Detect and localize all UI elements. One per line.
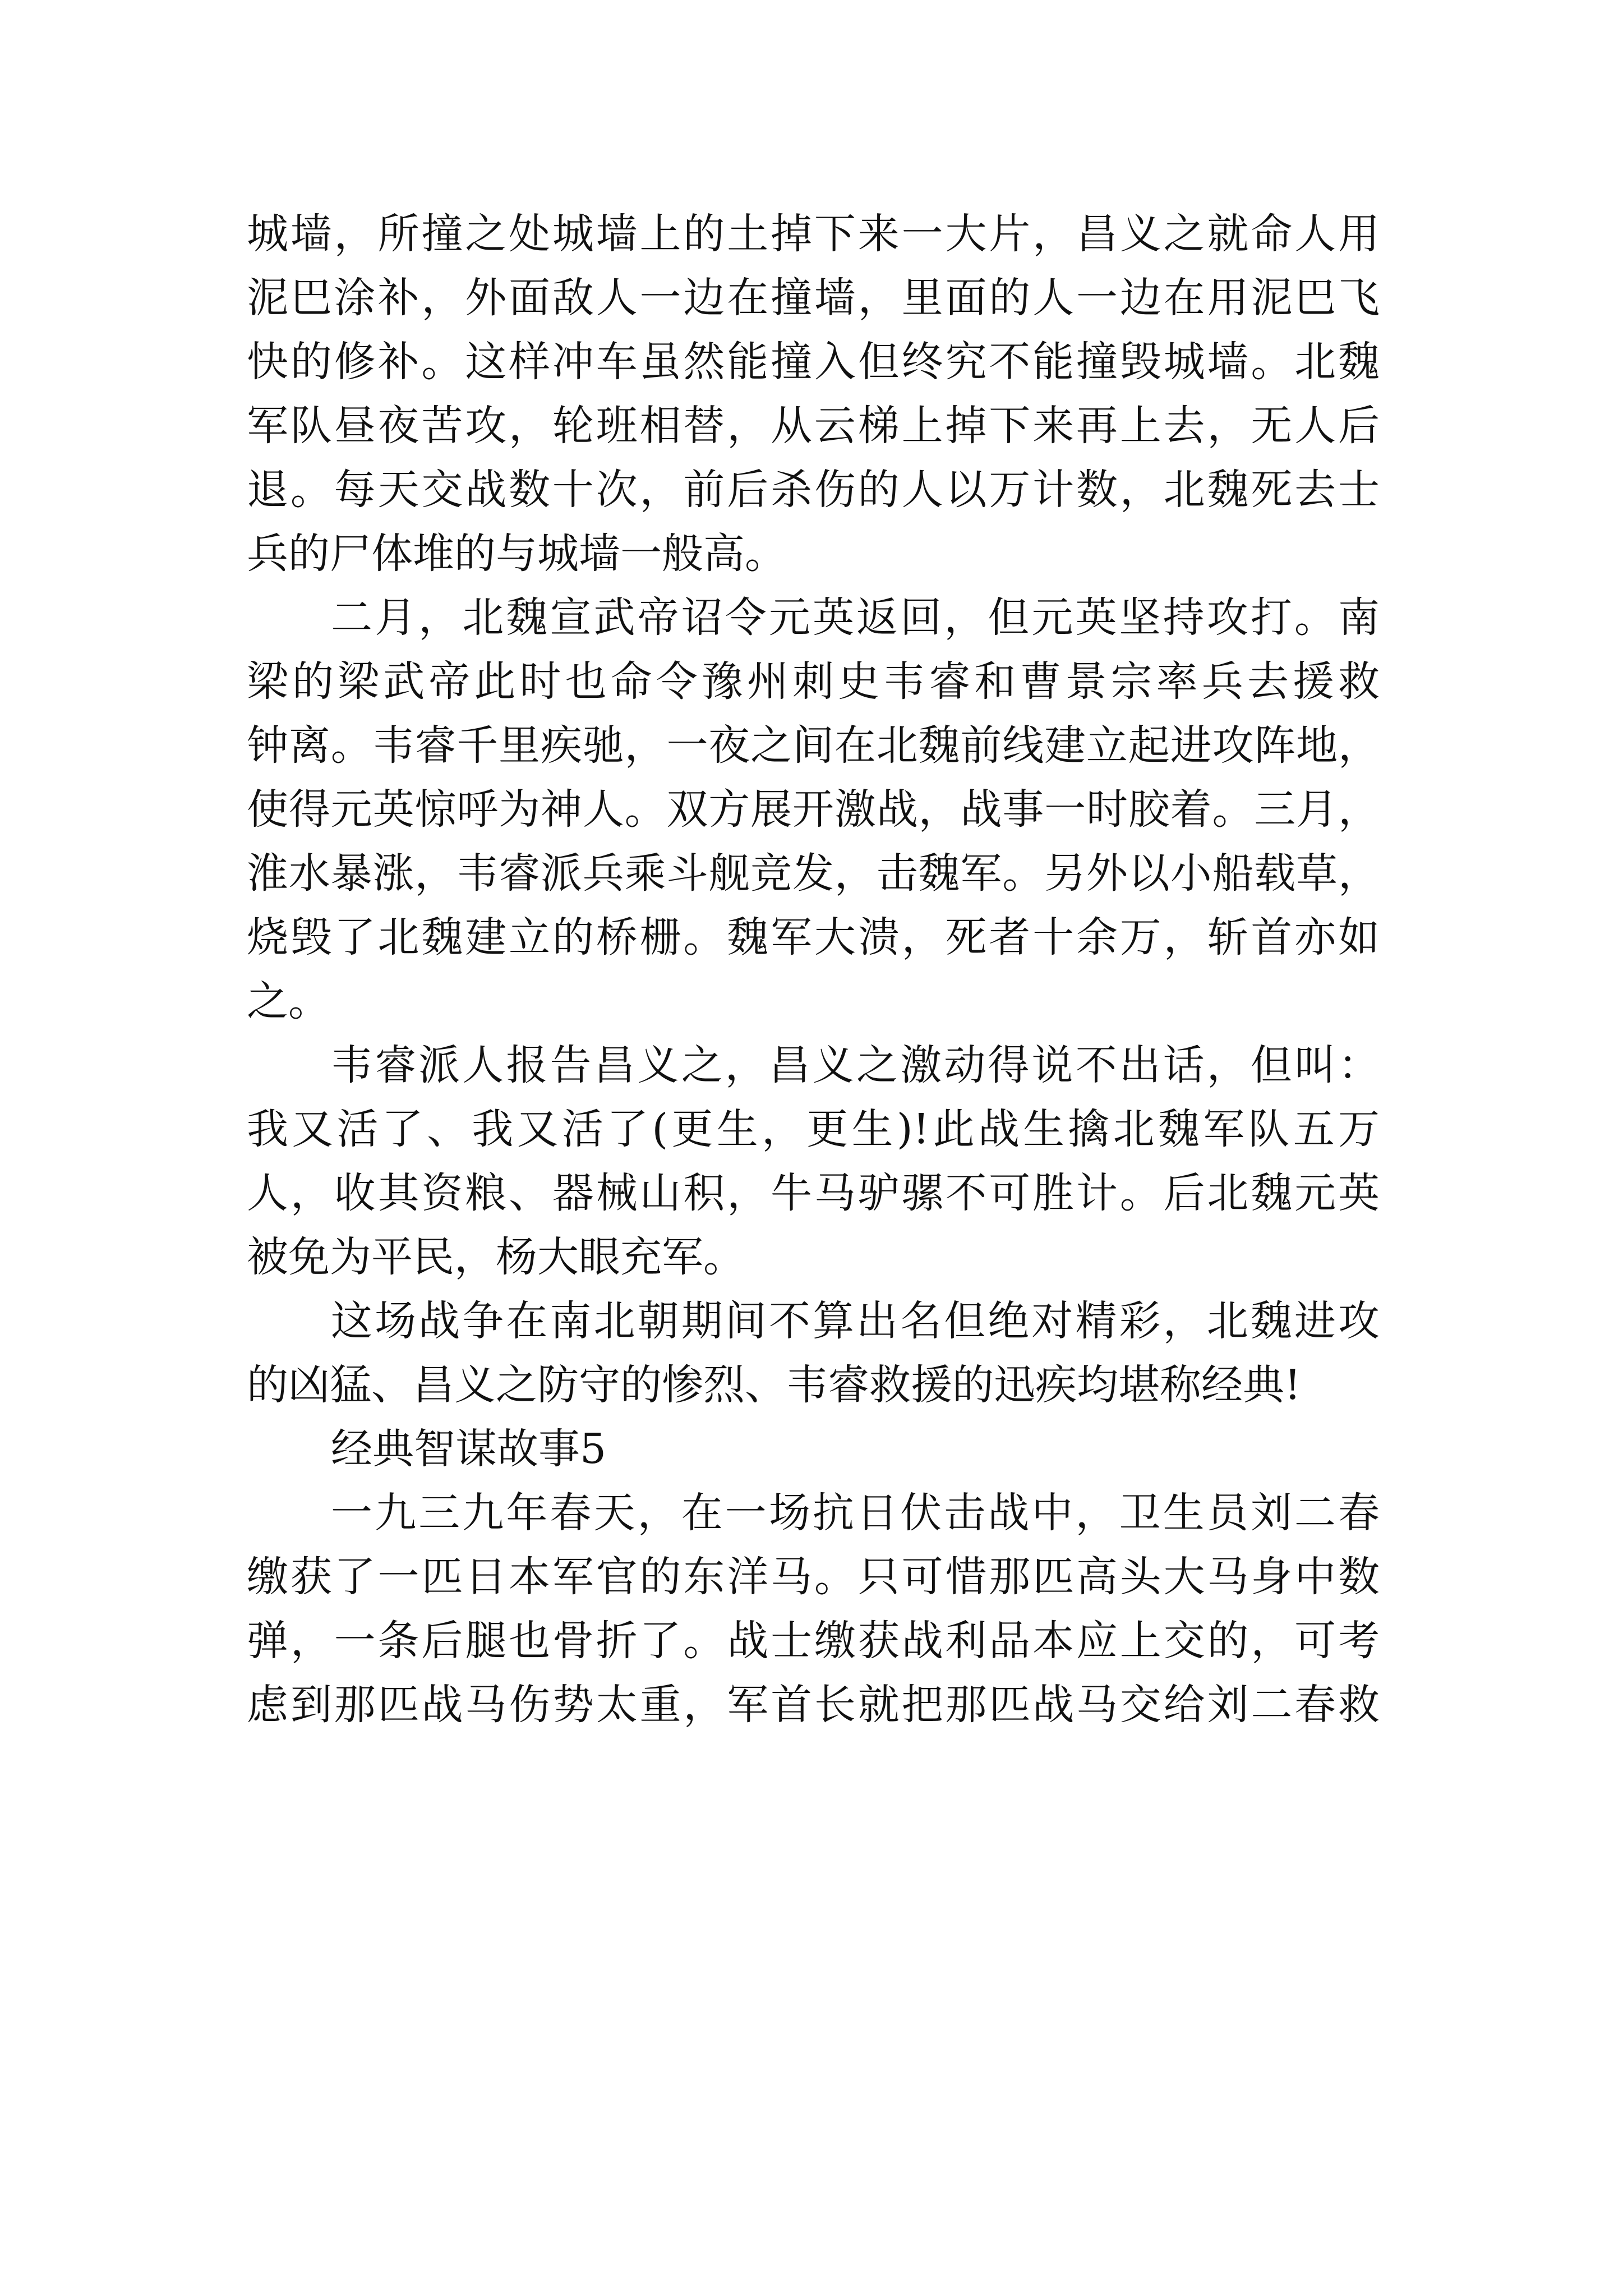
paragraph — [247, 586, 1380, 1033]
paragraph — [247, 1289, 1380, 1417]
text-line: 淮水暴涨，韦睿派兵乘斗舰竞发，击魏军。另外以小船载草， — [247, 849, 1380, 898]
text-line: 的凶猛、昌义之防守的惨烈、韦睿救援的迅疾均堪称经典! — [247, 1361, 1301, 1409]
text-line: 烧毁了北魏建立的桥栅。魏军大溃，死者十余万，斩首亦如 — [247, 913, 1380, 961]
text-line: 城墙，所撞之处城墙上的土掉下来一大片，昌义之就命人用 — [247, 210, 1380, 258]
paragraph — [247, 1481, 1380, 1737]
heading-text: 经典智谋故事5 — [331, 1425, 607, 1473]
text-line: 快的修补。这样冲车虽然能撞入但终究不能撞毁城墙。北魏 — [247, 338, 1380, 386]
section-heading — [247, 1417, 1380, 1481]
text-line: 军队昼夜苦攻，轮班相替，从云梯上掉下来再上去，无人后 — [247, 402, 1380, 450]
text-line: 二月，北魏宣武帝诏令元英返回，但元英坚持攻打。南 — [331, 593, 1380, 642]
paragraph — [247, 1033, 1380, 1289]
document-page — [247, 202, 1380, 1737]
text-line: 兵的尸体堆的与城墙一般高。 — [247, 530, 786, 578]
text-line: 钟离。韦睿千里疾驰，一夜之间在北魏前线建立起进攻阵地， — [247, 721, 1380, 770]
text-line: 弹，一条后腿也骨折了。战士缴获战利品本应上交的，可考 — [247, 1617, 1380, 1665]
text-line: 虑到那匹战马伤势太重，军首长就把那匹战马交给刘二春救 — [247, 1681, 1380, 1729]
text-line: 我又活了、我又活了(更生，更生)!此战生擒北魏军队五万 — [247, 1105, 1380, 1153]
text-line: 韦睿派人报告昌义之，昌义之激动得说不出话，但叫： — [331, 1041, 1380, 1089]
text-line: 一九三九年春天，在一场抗日伏击战中，卫生员刘二春 — [331, 1489, 1380, 1537]
text-line: 缴获了一匹日本军官的东洋马。只可惜那匹高头大马身中数 — [247, 1553, 1380, 1601]
text-line: 之。 — [247, 977, 330, 1025]
text-line: 泥巴涂补，外面敌人一边在撞墙，里面的人一边在用泥巴飞 — [247, 274, 1380, 322]
text-line: 梁的梁武帝此时也命令豫州刺史韦睿和曹景宗率兵去援救 — [247, 657, 1380, 706]
text-line: 退。每天交战数十次，前后杀伤的人以万计数，北魏死去士 — [247, 466, 1380, 514]
text-line: 被免为平民，杨大眼充军。 — [247, 1233, 745, 1281]
text-line: 这场战争在南北朝期间不算出名但绝对精彩，北魏进攻 — [331, 1297, 1380, 1345]
paragraph — [247, 202, 1380, 586]
text-line: 使得元英惊呼为神人。双方展开激战，战事一时胶着。三月， — [247, 785, 1380, 834]
text-line: 人，收其资粮、器械山积，牛马驴骡不可胜计。后北魏元英 — [247, 1169, 1380, 1217]
